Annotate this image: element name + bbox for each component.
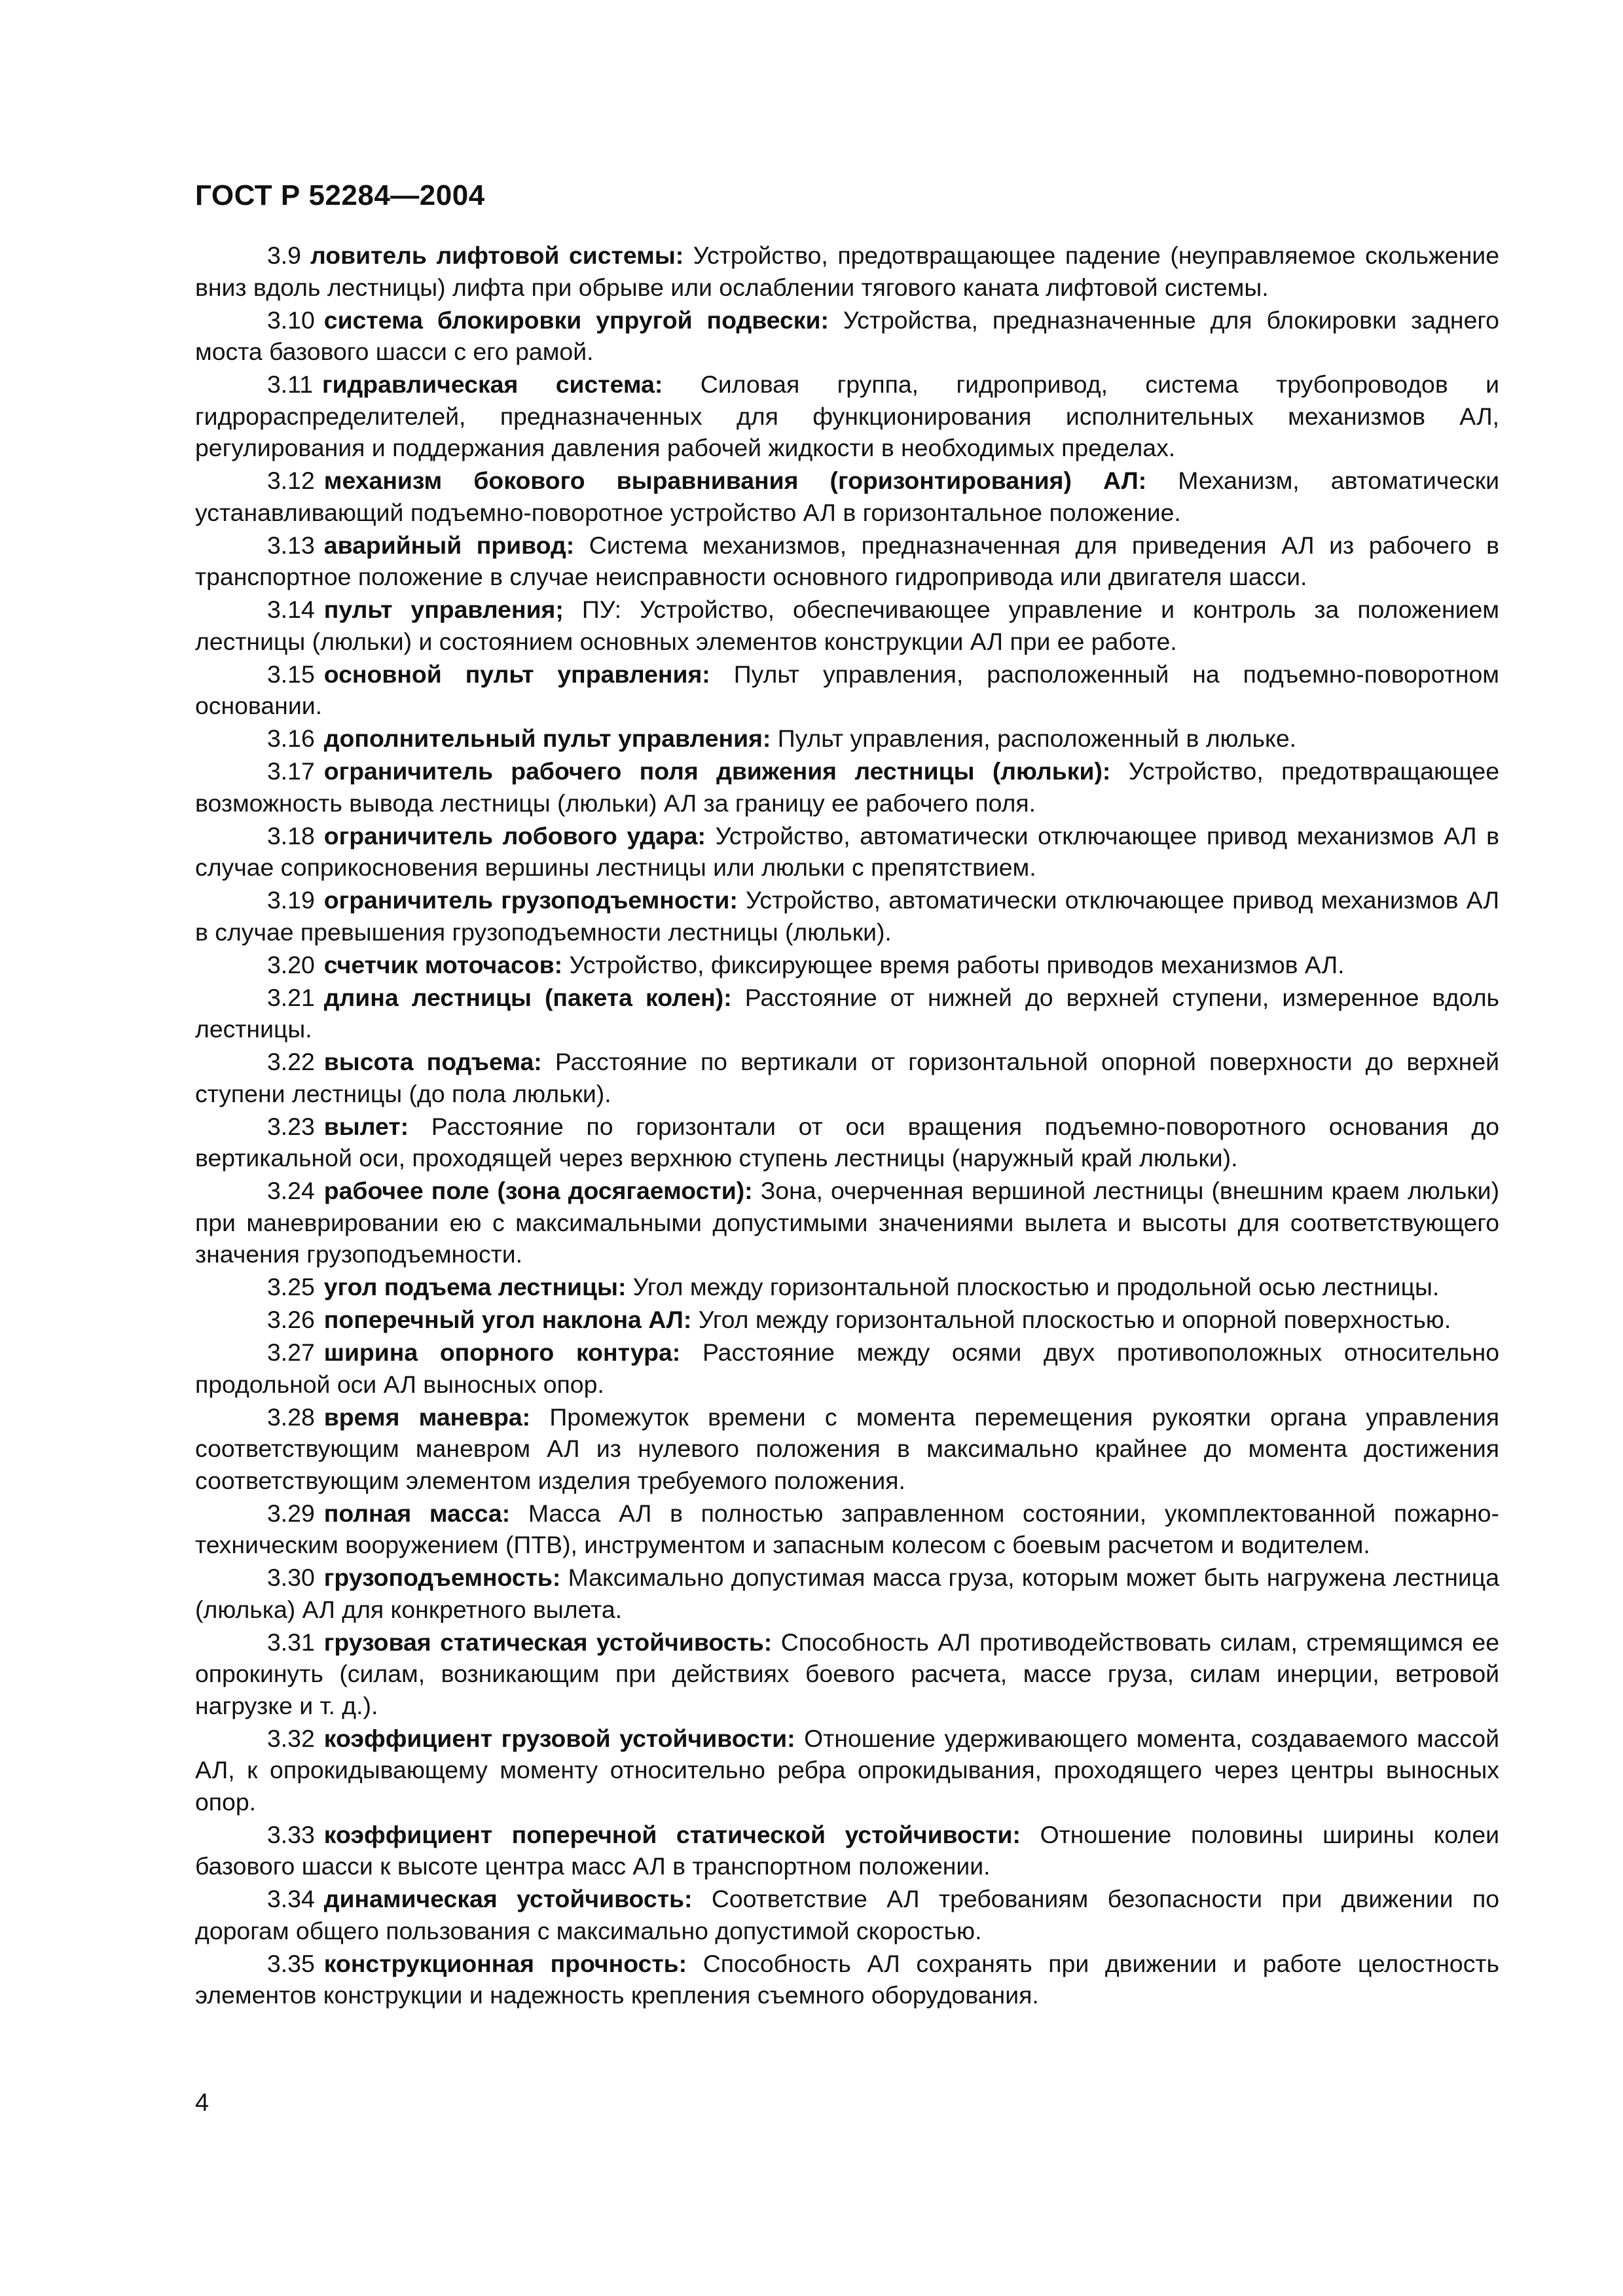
entry-definition: Устройство, автоматически отключающее привод механизмов АЛ в случае соприкосновения вершины лестницы или люльки с препятствием. [195, 821, 1499, 881]
entry-term: рабочее поле (зона досягаемости): [323, 1177, 753, 1204]
definition-entry [195, 1562, 1499, 1625]
entry-definition: Устройство, автоматически отключающее привод механизмов АЛ в случае превышения грузоподъемности лестницы (люльки). [195, 886, 1499, 946]
entry-term: система блокировки упругой подвески: [323, 306, 829, 334]
entry-term: поперечный угол наклона АЛ: [323, 1306, 692, 1333]
entry-number: 3.32 [267, 1724, 315, 1752]
entry-number: 3.10 [267, 306, 315, 334]
entry-definition: Соответствие АЛ требованиям безопасности при движении по дорогам общего пользования с максимально допустимой скоростью. [195, 1885, 1499, 1945]
entry-number: 3.16 [267, 725, 315, 752]
entry-term: грузовая статическая устойчивость: [323, 1628, 773, 1656]
entry-definition: Расстояние от нижней до верхней ступени, измеренное вдоль лестницы. [195, 983, 1499, 1043]
entry-term: основной пульт управления: [323, 660, 710, 688]
definition-entry [195, 1401, 1499, 1497]
entry-term: высота подъема: [323, 1048, 542, 1075]
entry-number: 3.23 [267, 1112, 315, 1140]
definition-entry [195, 1271, 1499, 1303]
entry-number: 3.15 [267, 660, 315, 688]
entry-number: 3.31 [267, 1628, 315, 1656]
page-number: 4 [195, 2089, 210, 2117]
entry-definition: Устройство, предотвращающее падение (неуправляемое скольжение вниз вдоль лестницы) лифта при обрыве или ослаблении тягового каната лифтовой системы. [195, 242, 1499, 301]
entry-term: ограничитель грузоподъемности: [323, 886, 738, 914]
definition-entry [195, 1046, 1499, 1109]
entry-definition: Отношение половины ширины колеи базового шасси к высоте центра масс АЛ в транспортном положении. [195, 1820, 1500, 1880]
entry-number: 3.21 [267, 983, 315, 1011]
entry-definition: Устройство, фиксирующее время работы приводов механизмов АЛ. [569, 950, 1345, 978]
definition-entry [195, 949, 1499, 981]
entry-number: 3.30 [267, 1564, 315, 1591]
entry-number: 3.19 [267, 886, 315, 914]
definition-entry [195, 755, 1499, 819]
entry-term: ограничитель лобового удара: [323, 821, 706, 850]
entry-number: 3.24 [267, 1177, 315, 1204]
entry-number: 3.22 [267, 1048, 315, 1075]
definition-entry [195, 1819, 1499, 1882]
entry-definition: Механизм, автоматически устанавливающий подъемно-поворотное устройство АЛ в горизонтальное положение. [195, 467, 1500, 526]
entry-number: 3.34 [267, 1885, 315, 1912]
entry-number: 3.25 [267, 1273, 315, 1300]
entry-number: 3.18 [267, 821, 315, 850]
entry-number: 3.9 [267, 242, 301, 269]
definition-entry [195, 1498, 1499, 1561]
entry-number: 3.12 [267, 467, 315, 494]
entry-definition: Устройство, предотвращающее возможность вывода лестницы (люльки) АЛ за границу ее рабочего поля. [195, 757, 1499, 817]
definition-entry [195, 658, 1499, 722]
entry-number: 3.28 [267, 1403, 315, 1431]
entry-number: 3.26 [267, 1306, 315, 1333]
entry-term: дополнительный пульт управления: [323, 725, 771, 752]
entry-term: ограничитель рабочего поля движения лестницы (люльки): [323, 757, 1111, 785]
entry-term: полная масса: [323, 1499, 511, 1527]
entry-term: время маневра: [323, 1403, 531, 1431]
entry-term: конструкционная прочность: [323, 1949, 687, 1977]
entry-definition: Зона, очерченная вершиной лестницы (внешним краем люльки) при маневрировании ею с максимальными допустимыми значениями вылета и высоты для соответствующего значения грузоподъемности. [195, 1177, 1500, 1268]
entry-definition: Расстояние по горизонтали от оси вращения подъемно-поворотного основания до вертикальной оси, проходящей через верхнюю ступень лестницы (наружный край люльки). [195, 1112, 1499, 1172]
entry-definition: Способность АЛ противодействовать силам, стремящимся ее опрокинуть (силам, возникающим при действиях боевого расчета, массе груза, силам инерции, ветровой нагрузке и т. д.). [195, 1628, 1500, 1719]
definitions-list [195, 240, 1499, 2012]
entry-term: длина лестницы (пакета колен): [323, 983, 732, 1011]
entry-term: угол подъема лестницы: [323, 1273, 627, 1300]
definition-entry [195, 982, 1499, 1045]
entry-number: 3.14 [267, 596, 315, 623]
entry-definition: Угол между горизонтальной плоскостью и опорной поверхностью. [698, 1306, 1451, 1333]
entry-term: счетчик моточасов: [323, 950, 563, 978]
entry-definition: Способность АЛ сохранять при движении и работе целостность элементов конструкции и надежность крепления съемного оборудования. [195, 1949, 1499, 2009]
definition-entry [195, 529, 1499, 593]
entry-number: 3.27 [267, 1338, 315, 1366]
entry-term: гидравлическая система: [322, 370, 663, 398]
entry-number: 3.17 [267, 757, 315, 785]
entry-term: коэффициент поперечной статической устойчивости: [323, 1820, 1021, 1848]
entry-definition: Пульт управления, расположенный в люльке. [777, 725, 1297, 752]
entry-definition: Промежуток времени с момента перемещения рукоятки органа управления соответствующим маневром АЛ из нулевого положения в максимально крайнее до момента достижения соответствующим элементом изделия требуемого положения. [195, 1403, 1500, 1494]
definition-entry [195, 368, 1499, 464]
entry-definition: Расстояние между осями двух противоположных относительно продольной оси АЛ выносных опор. [195, 1338, 1500, 1398]
definition-entry [195, 304, 1499, 368]
entry-term: динамическая устойчивость: [323, 1885, 693, 1912]
definition-entry [195, 1948, 1499, 2011]
definition-entry [195, 465, 1499, 528]
entry-definition: ПУ: Устройство, обеспечивающее управление и контроль за положением лестницы (люльки) и состоянием основных элементов конструкции АЛ при ее работе. [195, 596, 1500, 655]
definition-entry [195, 1175, 1499, 1270]
entry-term: аварийный привод: [323, 531, 575, 559]
entry-definition: Угол между горизонтальной плоскостью и продольной осью лестницы. [632, 1273, 1440, 1300]
definition-entry [195, 1883, 1499, 1946]
entry-definition: Силовая группа, гидропривод, система трубопроводов и гидрораспределителей, предназначенных для функционирования исполнительных механизмов АЛ, регулирования и поддержания давления рабочей жидкости в необходимых пределах. [195, 370, 1500, 461]
definition-entry [195, 723, 1499, 755]
entry-definition: Расстояние по вертикали от горизонтальной опорной поверхности до верхней ступени лестницы (до пола люльки). [195, 1048, 1499, 1107]
definition-entry [195, 884, 1499, 948]
entry-definition: Пульт управления, расположенный на подъемно-поворотном основании. [195, 660, 1499, 719]
entry-definition: Отношение удерживающего момента, создаваемого массой АЛ, к опрокидывающему моменту относительно ребра опрокидывания, проходящего через центры выносных опор. [195, 1724, 1499, 1816]
definition-entry [195, 594, 1499, 657]
definition-entry [195, 1723, 1499, 1818]
entry-definition: Масса АЛ в полностью заправленном состоянии, укомплектованной пожарно-техническим вооружением (ПТВ), инструментом и запасным колесом с боевым расчетом и водителем. [195, 1499, 1499, 1558]
definition-entry [195, 1336, 1499, 1400]
entry-term: грузоподъемность: [323, 1564, 561, 1591]
document-header: ГОСТ Р 52284—2004 [195, 179, 485, 211]
entry-term: ловитель лифтовой системы: [310, 242, 684, 269]
definition-entry [195, 1111, 1499, 1174]
entry-number: 3.35 [267, 1949, 315, 1977]
entry-term: ширина опорного контура: [323, 1338, 681, 1366]
entry-term: коэффициент грузовой устойчивости: [323, 1724, 795, 1752]
entry-number: 3.11 [267, 370, 313, 398]
entry-number: 3.13 [267, 531, 315, 559]
entry-term: механизм бокового выравнивания (горизонтирования) АЛ: [323, 467, 1147, 494]
definition-entry [195, 1304, 1499, 1336]
definition-entry [195, 1626, 1499, 1722]
entry-number: 3.29 [267, 1499, 315, 1527]
entry-term: пульт управления; [323, 596, 564, 623]
definition-entry [195, 820, 1499, 884]
entry-number: 3.20 [267, 950, 315, 978]
entry-definition: Максимально допустимая масса груза, которым может быть нагружена лестница (люлька) АЛ для конкретного вылета. [195, 1564, 1499, 1623]
entry-definition: Система механизмов, предназначенная для приведения АЛ из рабочего в транспортное положение в случае неисправности основного гидропривода или двигателя шасси. [195, 531, 1500, 590]
entry-number: 3.33 [267, 1820, 315, 1848]
definition-entry [195, 240, 1499, 303]
entry-term: вылет: [323, 1112, 409, 1140]
entry-definition: Устройства, предназначенные для блокировки заднего моста базового шасси с его рамой. [195, 306, 1499, 365]
